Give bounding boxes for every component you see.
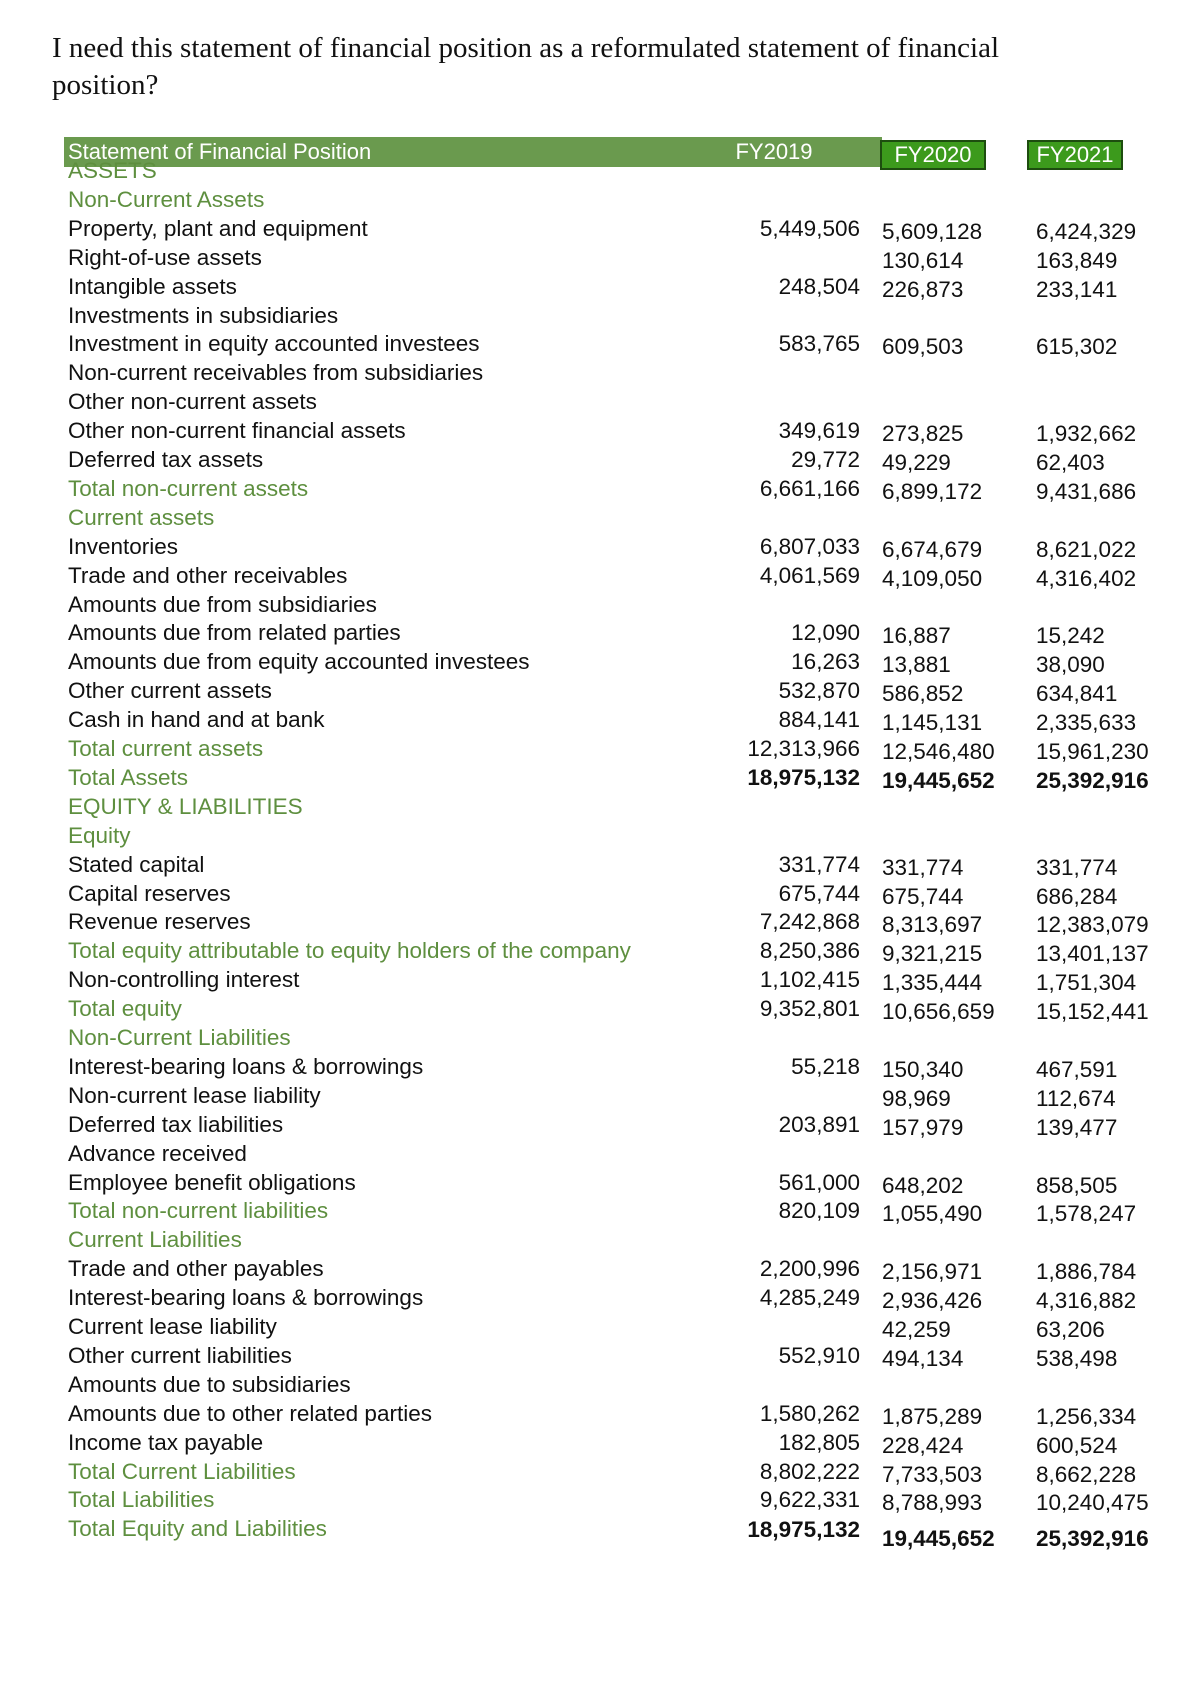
row-label: Other non-current assets xyxy=(68,389,317,415)
value-fy2019: 8,802,222 xyxy=(759,1458,860,1484)
value-fy2019: 1,580,262 xyxy=(759,1400,860,1426)
row-label: Right-of-use assets xyxy=(68,244,262,270)
row-label: Total current assets xyxy=(68,736,264,761)
row-label: EQUITY & LIABILITIES xyxy=(68,793,303,819)
value-fy2020: 8,313,697 xyxy=(882,912,983,938)
row-label: Employee benefit obligations xyxy=(68,1169,356,1195)
table-row xyxy=(60,1111,1160,1142)
value-fy2020: 49,229 xyxy=(882,450,951,475)
table-row xyxy=(60,966,1160,997)
table-row xyxy=(60,1255,1160,1286)
table-row xyxy=(60,330,1160,361)
table-row xyxy=(60,648,1160,679)
value-fy2021: 13,401,137 xyxy=(1036,941,1149,967)
value-fy2019: 6,661,166 xyxy=(759,475,860,501)
value-fy2020: 12,546,480 xyxy=(882,739,995,764)
value-fy2019: 4,285,249 xyxy=(759,1285,860,1311)
value-fy2021: 9,431,686 xyxy=(1036,478,1137,504)
row-label: Total Equity and Liabilities xyxy=(68,1516,327,1542)
table-row xyxy=(60,851,1160,882)
value-fy2020: 150,340 xyxy=(882,1056,964,1082)
row-label: Total equity attributable to equity holders of the company xyxy=(68,938,631,964)
value-fy2019: 8,250,386 xyxy=(759,938,860,964)
row-label: Current lease liability xyxy=(68,1314,277,1339)
financial-statement-table xyxy=(60,0,1160,1696)
value-fy2021: 1,751,304 xyxy=(1036,970,1137,996)
row-label: Capital reserves xyxy=(68,880,231,906)
value-fy2019: 820,109 xyxy=(778,1198,860,1224)
section-row xyxy=(60,1226,1160,1257)
table-row xyxy=(60,591,1160,622)
value-fy2020: 1,875,289 xyxy=(882,1403,983,1429)
value-fy2020: 228,424 xyxy=(882,1432,964,1458)
value-fy2021: 62,403 xyxy=(1036,450,1105,475)
value-fy2019: 532,870 xyxy=(778,678,860,704)
value-fy2021: 600,524 xyxy=(1036,1432,1118,1458)
row-label: Cash in hand and at bank xyxy=(68,707,325,733)
value-fy2021: 4,316,402 xyxy=(1036,565,1137,591)
row-label: Non-controlling interest xyxy=(68,967,300,993)
table-row xyxy=(60,1342,1160,1373)
section-row xyxy=(60,1486,1160,1517)
table-row xyxy=(60,359,1160,390)
row-label: Total Current Liabilities xyxy=(68,1458,296,1484)
table-row xyxy=(60,417,1160,448)
value-fy2020: 6,674,679 xyxy=(882,536,983,562)
value-fy2021: 15,242 xyxy=(1036,623,1105,649)
value-fy2020: 331,774 xyxy=(882,854,964,880)
value-fy2021: 4,316,882 xyxy=(1036,1288,1137,1314)
table-row xyxy=(60,1053,1160,1084)
table-row xyxy=(60,1082,1160,1113)
header-fy2020: FY2020 xyxy=(894,142,972,167)
value-fy2019: 29,772 xyxy=(791,447,860,472)
value-fy2021: 615,302 xyxy=(1036,334,1118,360)
table-row xyxy=(60,880,1160,911)
table-row xyxy=(60,273,1160,304)
value-fy2019: 4,061,569 xyxy=(759,562,860,588)
value-fy2021: 10,240,475 xyxy=(1036,1490,1149,1516)
value-fy2021: 112,674 xyxy=(1036,1085,1116,1111)
value-fy2021: 12,383,079 xyxy=(1036,912,1149,938)
value-fy2019: 675,744 xyxy=(778,880,860,906)
row-label: Trade and other payables xyxy=(68,1256,324,1282)
value-fy2021: 139,477 xyxy=(1036,1114,1118,1140)
section-row xyxy=(60,186,1160,217)
row-label: Investments in subsidiaries xyxy=(68,302,339,328)
value-fy2021: 233,141 xyxy=(1036,276,1118,302)
table-row xyxy=(60,1169,1160,1200)
value-fy2021: 331,774 xyxy=(1036,854,1118,880)
table-title: Statement of Financial Position xyxy=(68,139,372,164)
value-fy2020: 42,259 xyxy=(882,1317,951,1342)
value-fy2020: 98,969 xyxy=(882,1085,951,1111)
row-label: Amounts due from equity accounted investees xyxy=(68,649,530,675)
row-label: Non-current lease liability xyxy=(68,1082,321,1108)
value-fy2020: 494,134 xyxy=(882,1345,964,1371)
value-fy2021: 2,335,633 xyxy=(1036,710,1137,736)
value-fy2019: 1,102,415 xyxy=(759,967,860,993)
value-fy2019: 6,807,033 xyxy=(759,533,860,559)
value-fy2020: 6,899,172 xyxy=(882,478,983,504)
value-fy2020: 2,156,971 xyxy=(882,1259,983,1285)
row-label: Current Liabilities xyxy=(68,1227,242,1253)
value-fy2021: 634,841 xyxy=(1036,681,1118,707)
table-row xyxy=(60,562,1160,593)
table-row xyxy=(60,1429,1160,1460)
value-fy2019: 18,975,132 xyxy=(747,1517,860,1543)
value-fy2020: 4,109,050 xyxy=(882,565,983,591)
value-fy2019: 5,449,506 xyxy=(759,215,860,241)
value-fy2020: 226,873 xyxy=(882,276,964,302)
section-row xyxy=(60,995,1160,1026)
value-fy2019: 18,975,132 xyxy=(747,764,860,790)
value-fy2021: 63,206 xyxy=(1036,1317,1105,1342)
table-row xyxy=(60,706,1160,737)
row-label: Investment in equity accounted investees xyxy=(68,331,480,357)
value-fy2020: 675,744 xyxy=(882,883,964,909)
row-label: Amounts due to subsidiaries xyxy=(68,1371,351,1397)
value-fy2019: 55,218 xyxy=(791,1053,860,1079)
value-fy2021: 538,498 xyxy=(1036,1345,1118,1371)
row-label: Interest-bearing loans & borrowings xyxy=(68,1285,424,1311)
value-fy2021: 15,961,230 xyxy=(1036,739,1149,764)
value-fy2020: 10,656,659 xyxy=(882,999,995,1025)
table-row xyxy=(60,908,1160,939)
value-fy2020: 5,609,128 xyxy=(882,218,983,244)
value-fy2021: 858,505 xyxy=(1036,1172,1118,1198)
row-label: Current assets xyxy=(68,504,215,530)
value-fy2019: 583,765 xyxy=(778,331,860,357)
row-label: Non-Current Liabilities xyxy=(68,1025,291,1050)
row-label: Equity xyxy=(68,822,131,848)
value-fy2020: 2,936,426 xyxy=(882,1288,983,1314)
value-fy2020: 1,145,131 xyxy=(882,710,983,736)
section-row xyxy=(60,1024,1160,1055)
value-fy2019: 349,619 xyxy=(778,418,860,444)
row-label: Stated capital xyxy=(68,851,205,877)
value-fy2020: 19,445,652 xyxy=(882,767,995,793)
value-fy2019: 7,242,868 xyxy=(759,909,860,935)
row-label: Revenue reserves xyxy=(68,909,251,935)
row-label: Trade and other receivables xyxy=(68,562,348,588)
value-fy2019: 331,774 xyxy=(778,851,860,877)
value-fy2019: 203,891 xyxy=(778,1111,860,1137)
row-label: Other current liabilities xyxy=(68,1342,292,1368)
row-label: Total non-current assets xyxy=(68,475,309,501)
row-label: Total Assets xyxy=(68,764,189,790)
value-fy2021: 8,621,022 xyxy=(1036,536,1137,562)
row-label: Amounts due from related parties xyxy=(68,620,401,646)
table-row xyxy=(60,244,1160,275)
value-fy2020: 1,335,444 xyxy=(882,970,983,996)
row-label: Total non-current liabilities xyxy=(68,1198,329,1224)
value-fy2019: 248,504 xyxy=(778,273,860,299)
row-label: Other non-current financial assets xyxy=(68,418,406,444)
row-label: Other current assets xyxy=(68,678,272,704)
value-fy2021: 15,152,441 xyxy=(1036,999,1149,1025)
table-row xyxy=(60,533,1160,564)
value-fy2021: 1,886,784 xyxy=(1036,1259,1137,1285)
value-fy2019: 552,910 xyxy=(778,1342,860,1368)
row-label: ASSETS xyxy=(68,158,157,183)
value-fy2019: 2,200,996 xyxy=(759,1256,860,1282)
table-row xyxy=(60,302,1160,333)
row-label: Amounts due from subsidiaries xyxy=(68,591,377,617)
value-fy2021: 1,932,662 xyxy=(1036,421,1137,447)
value-fy2020: 8,788,993 xyxy=(882,1490,983,1516)
row-label: Deferred tax assets xyxy=(68,447,264,472)
value-fy2021: 686,284 xyxy=(1036,883,1118,909)
table-row xyxy=(60,388,1160,419)
value-fy2021: 25,392,916 xyxy=(1036,767,1149,793)
table-row xyxy=(60,446,1160,477)
value-fy2019: 16,263 xyxy=(791,649,860,675)
row-label: Income tax payable xyxy=(68,1429,264,1455)
row-label: Property, plant and equipment xyxy=(68,215,368,241)
table-row xyxy=(60,1284,1160,1315)
value-fy2021: 1,578,247 xyxy=(1036,1201,1137,1227)
value-fy2020: 1,055,490 xyxy=(882,1201,983,1227)
table-row xyxy=(60,1313,1160,1344)
section-row xyxy=(60,1458,1160,1489)
question-text: I need this statement of financial position as a reformulated statement of financial position? xyxy=(52,32,1000,101)
header-fy2021: FY2021 xyxy=(1036,142,1114,167)
value-fy2021: 6,424,329 xyxy=(1036,218,1137,244)
row-label: Deferred tax liabilities xyxy=(68,1111,284,1137)
row-label: Amounts due to other related parties xyxy=(68,1400,432,1426)
section-row xyxy=(60,937,1160,968)
row-label: Non-Current Assets xyxy=(68,186,265,212)
section-row xyxy=(60,793,1160,824)
value-fy2020: 19,445,652 xyxy=(882,1526,995,1552)
value-fy2020: 157,979 xyxy=(882,1114,964,1140)
value-fy2019: 9,622,331 xyxy=(759,1487,860,1513)
section-row xyxy=(60,764,1160,795)
value-fy2021: 467,591 xyxy=(1036,1056,1118,1082)
section-row xyxy=(60,822,1160,853)
section-row xyxy=(60,504,1160,535)
value-fy2021: 25,392,916 xyxy=(1036,1526,1149,1552)
table-row xyxy=(60,677,1160,708)
value-fy2019: 12,090 xyxy=(791,620,860,646)
row-label: Total equity xyxy=(68,996,182,1022)
value-fy2019: 12,313,966 xyxy=(747,736,860,761)
value-fy2019: 182,805 xyxy=(778,1429,860,1455)
value-fy2020: 586,852 xyxy=(882,681,964,707)
value-fy2019: 884,141 xyxy=(778,707,860,733)
section-row xyxy=(60,735,1160,766)
value-fy2020: 9,321,215 xyxy=(882,941,983,967)
value-fy2020: 16,887 xyxy=(882,623,951,649)
row-label: Total Liabilities xyxy=(68,1487,215,1513)
row-label: Intangible assets xyxy=(68,273,237,299)
section-row xyxy=(60,475,1160,506)
value-fy2021: 163,849 xyxy=(1036,247,1118,273)
value-fy2020: 7,733,503 xyxy=(882,1461,983,1487)
value-fy2020: 648,202 xyxy=(882,1172,964,1198)
table-row xyxy=(60,1371,1160,1402)
value-fy2021: 38,090 xyxy=(1036,652,1105,678)
value-fy2019: 9,352,801 xyxy=(759,996,860,1022)
section-row xyxy=(60,1197,1160,1228)
table-row xyxy=(60,215,1160,246)
table-row xyxy=(60,1140,1160,1171)
table-row xyxy=(60,1400,1160,1431)
row-label: Advance received xyxy=(68,1140,247,1166)
row-label: Non-current receivables from subsidiaries xyxy=(68,360,484,386)
value-fy2021: 1,256,334 xyxy=(1036,1403,1137,1429)
table-row xyxy=(60,619,1160,650)
value-fy2020: 130,614 xyxy=(882,247,964,273)
section-row xyxy=(60,1515,1160,1552)
value-fy2019: 561,000 xyxy=(778,1169,860,1195)
section-row xyxy=(60,157,1160,188)
header-fy2019: FY2019 xyxy=(735,139,813,164)
value-fy2021: 8,662,228 xyxy=(1036,1461,1137,1487)
value-fy2020: 13,881 xyxy=(882,652,951,678)
row-label: Interest-bearing loans & borrowings xyxy=(68,1053,424,1079)
row-label: Inventories xyxy=(68,533,179,559)
value-fy2020: 273,825 xyxy=(882,421,964,447)
value-fy2020: 609,503 xyxy=(882,334,964,360)
